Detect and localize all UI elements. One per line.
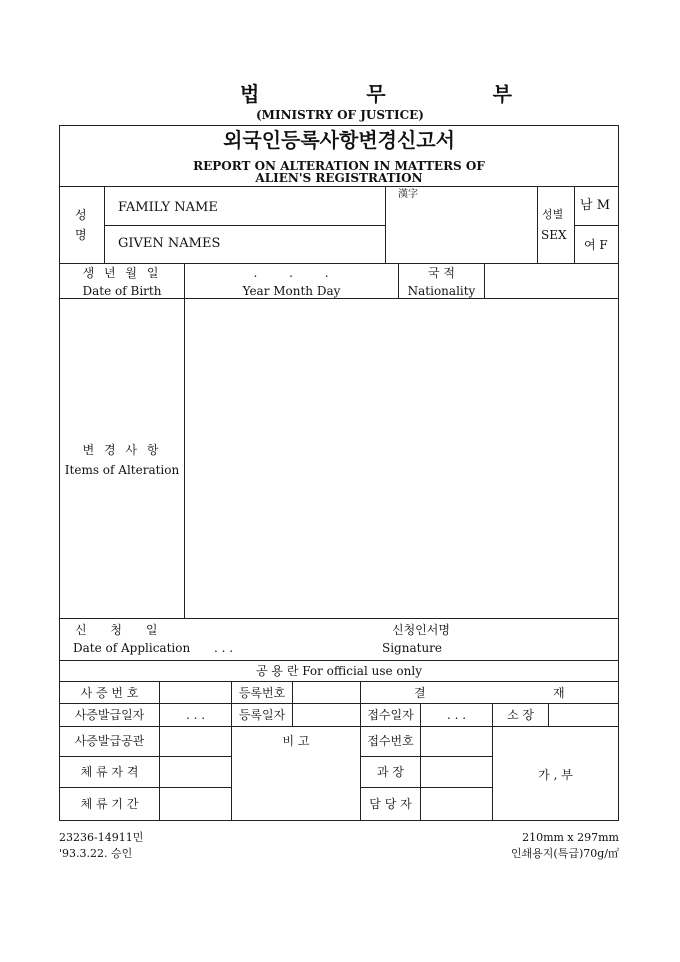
officer-field[interactable] [421,788,491,820]
application-date-label-en: Date of Application [73,641,191,655]
sex-label-en: SEX [541,228,567,242]
reg-no-field[interactable] [293,682,359,702]
alteration-field[interactable] [186,300,618,617]
family-name-label: FAMILY NAME [118,200,218,215]
visa-office-label: 사증발급공관 [74,734,145,748]
nationality-field[interactable] [485,264,618,297]
alteration-label-ko: 변 경 사 항 [82,443,162,457]
nationality-label-ko: 국 적 [428,266,455,280]
sex-option-male[interactable]: 남 M [580,198,611,213]
stay-period-field[interactable] [160,788,230,820]
form-approval-date: '93.3.22. 승인 [59,847,133,860]
section-chief-field[interactable] [421,757,491,786]
sex-label-ko: 성별 [542,208,564,221]
receipt-no-label: 접수번호 [367,734,414,748]
approval-yes-no[interactable]: 가 , 부 [538,768,573,782]
chief-label: 소 장 [507,708,534,722]
name-label-ko-2: 명 [75,228,87,242]
name-label-ko-1: 성 [75,208,87,222]
given-names-label: GIVEN NAMES [118,236,221,251]
form-code: 23236-14911민 [59,831,144,844]
ministry-title: 법 무 부 [240,82,562,106]
visa-office-field[interactable] [160,727,230,755]
signature-label-ko: 신청인서명 [392,623,450,637]
visa-date-dots[interactable]: . . . [185,708,206,722]
chief-sign-field[interactable] [549,704,618,725]
approval-label-1: 결 [414,686,426,700]
officer-label: 담 당 자 [369,797,412,811]
reg-date-label: 등록일자 [238,708,286,722]
stay-status-label: 체 류 자 격 [80,765,139,779]
paper-size: 210mm x 297mm [522,831,619,844]
form-title-en-line1: REPORT ON ALTERATION IN MATTERS OF [193,159,485,173]
form-title: 외국인등록사항변경신고서 [223,128,455,152]
ministry-subtitle: (MINISTRY OF JUSTICE) [256,108,424,122]
hanja-label: 漢字 [398,189,418,200]
reg-date-field[interactable] [293,704,359,725]
stay-period-label: 체 류 기 간 [80,797,139,811]
birth-label-ko: 생 년 월 일 [82,266,162,280]
section-chief-label: 과 장 [377,765,404,779]
receipt-date-label: 접수일자 [367,708,414,722]
visa-no-field[interactable] [160,682,230,702]
visa-no-label: 사 증 번 호 [80,686,139,700]
birth-ymd-label: Year Month Day [242,284,341,298]
receipt-date-dots[interactable]: . . . [446,708,467,722]
birth-dots[interactable]: . . . [253,266,343,280]
receipt-no-field[interactable] [421,727,491,755]
stay-status-field[interactable] [160,757,230,786]
application-date-dots[interactable]: . . . [214,641,234,655]
form-title-en-line2: ALIEN'S REGISTRATION [255,171,423,185]
sex-option-female[interactable]: 여 F [584,238,608,252]
birth-label-en: Date of Birth [82,284,162,298]
remarks-label: 비 고 [282,734,310,748]
alteration-label-en: Items of Alteration [64,463,180,477]
visa-date-label: 사증발급일자 [74,708,145,722]
paper-spec: 인쇄용지(특급)70g/㎡ [510,847,619,860]
approval-label-2: 재 [553,686,565,700]
signature-label-en: Signature [382,641,443,655]
nationality-label-en: Nationality [407,284,476,298]
application-date-label-ko: 신 청 일 [75,623,168,637]
reg-no-label: 등록번호 [238,686,286,700]
official-use-header: 공 용 란 For official use only [256,664,422,678]
